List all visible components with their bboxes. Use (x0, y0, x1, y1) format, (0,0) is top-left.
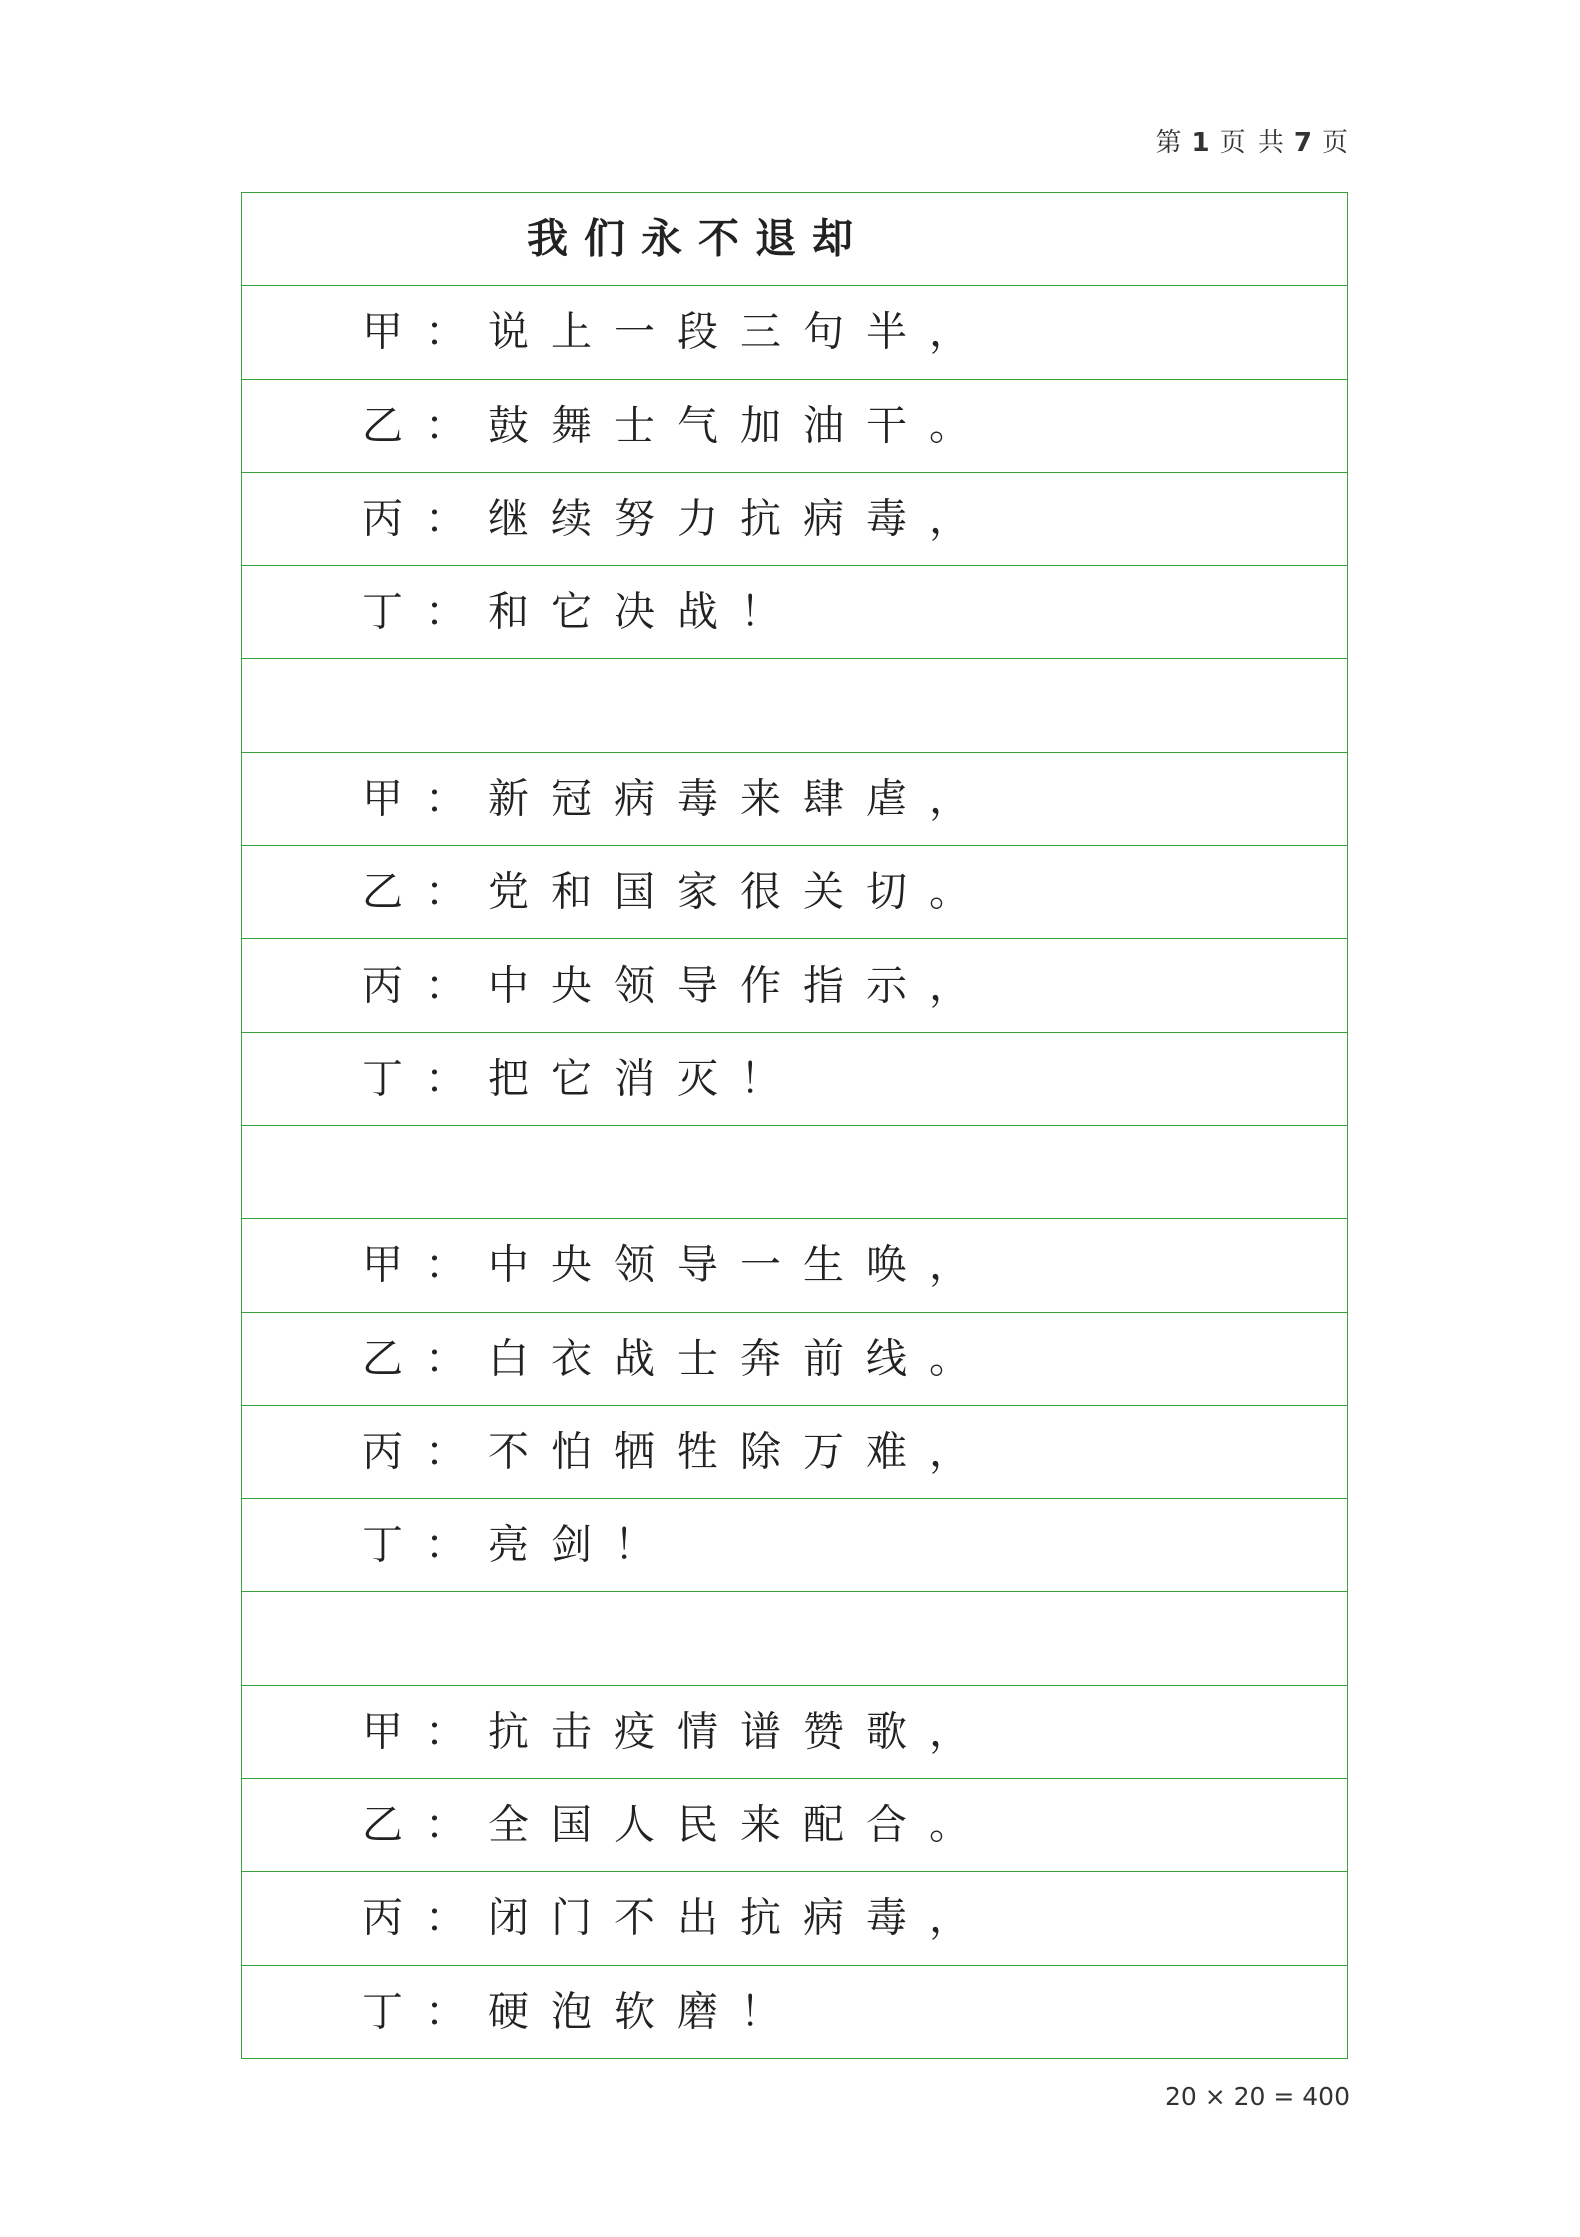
grid-line-text: 乙：党和国家很关切。 (362, 867, 992, 916)
grid-line-text: 丙：闭门不出抗病毒， (362, 1893, 992, 1942)
grid-line-text: 甲：新冠病毒来肆虐， (362, 774, 992, 823)
document-title: 我们永不退却 (527, 214, 869, 263)
grid-row (242, 1033, 1347, 1126)
grid-line-text: 乙：白衣战士奔前线。 (362, 1334, 992, 1383)
grid-line-text: 丁：和它决战！ (362, 587, 803, 636)
total-pages-number: 7 (1293, 128, 1314, 158)
grid-row (242, 1313, 1347, 1406)
grid-row (242, 753, 1347, 846)
current-page-number: 1 (1191, 128, 1212, 158)
grid-count-footer: 20 × 20 = 400 (1164, 2082, 1350, 2111)
page-prefix: 第 (1155, 128, 1184, 158)
grid-row (242, 1779, 1347, 1872)
grid-row (242, 1219, 1347, 1312)
grid-row (242, 939, 1347, 1032)
grid-row (242, 1872, 1347, 1965)
grid-row (242, 473, 1347, 566)
grid-row (242, 1499, 1347, 1592)
grid-line-text: 甲：说上一段三句半， (362, 307, 992, 356)
grid-line-text: 丙：中央领导作指示， (362, 961, 992, 1010)
grid-line-text: 乙：全国人民来配合。 (362, 1800, 992, 1849)
grid-line-text: 丙：继续努力抗病毒， (362, 494, 992, 543)
grid-line-text: 丁：硬泡软磨！ (362, 1987, 803, 2036)
grid-row-blank (242, 1592, 1347, 1685)
grid-row (242, 1686, 1347, 1779)
grid-line-text: 丙：不怕牺牲除万难， (362, 1427, 992, 1476)
grid-line-text: 丁：把它消灭！ (362, 1054, 803, 1103)
grid-row (242, 286, 1347, 379)
grid-row (242, 1406, 1347, 1499)
grid-row-blank (242, 1126, 1347, 1219)
page-middle: 页 共 (1219, 128, 1286, 158)
grid-row (242, 1966, 1347, 2059)
page-suffix: 页 (1321, 128, 1350, 158)
grid-line-text: 丁：亮剑！ (362, 1520, 677, 1569)
writing-grid (241, 192, 1348, 2059)
grid-row-title (242, 193, 1347, 286)
grid-row (242, 380, 1347, 473)
page-indicator (1156, 122, 1350, 159)
grid-line-text: 甲：中央领导一生唤， (362, 1240, 992, 1289)
grid-row (242, 566, 1347, 659)
grid-line-text: 乙：鼓舞士气加油干。 (362, 401, 992, 450)
grid-row (242, 846, 1347, 939)
grid-line-text: 甲：抗击疫情谱赞歌， (362, 1707, 992, 1756)
grid-row-blank (242, 659, 1347, 752)
